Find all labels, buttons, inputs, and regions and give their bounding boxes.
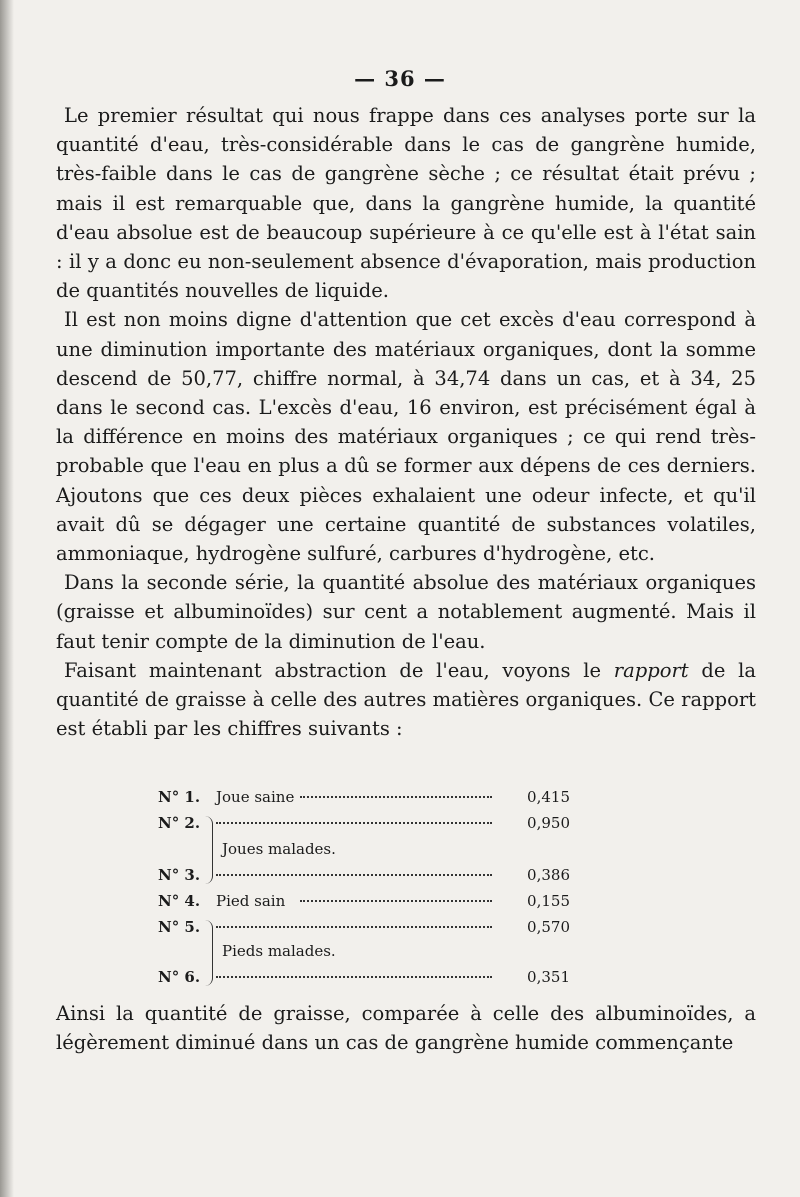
table-row xyxy=(150,866,570,888)
group-label-pieds: Pieds malades. xyxy=(222,942,336,960)
paragraph-3: Dans la seconde série, la quantité absolue des matériaux organiques (graisse et albuminoïdes) sur cent a notablement augmenté. Mais il faut tenir compte de la diminution de l'eau. xyxy=(56,571,756,653)
leader-dots xyxy=(300,900,492,902)
page-number: — 36 — xyxy=(354,66,446,91)
table-row xyxy=(150,788,570,810)
closing-paragraph: Ainsi la quantité de graisse, comparée à celle des albuminoïdes, a légèrement diminué dans un cas de gangrène humide commençante xyxy=(56,1002,756,1055)
row-value: 0,570 xyxy=(527,918,570,936)
paragraph-4-italic: rapport xyxy=(613,658,689,682)
row-value: 0,386 xyxy=(527,866,570,884)
body-text xyxy=(56,101,756,743)
leader-dots xyxy=(216,976,492,978)
group-label-joues: Joues malades. xyxy=(222,840,336,858)
row-value: 0,155 xyxy=(527,892,570,910)
row-number: N° 1. xyxy=(158,788,201,806)
row-number: N° 4. xyxy=(158,892,201,910)
row-number: N° 5. xyxy=(158,918,201,936)
row-value: 0,950 xyxy=(527,814,570,832)
paragraph-4 xyxy=(56,656,756,744)
table-row xyxy=(150,892,570,914)
leader-dots xyxy=(300,796,492,798)
leader-dots xyxy=(216,874,492,876)
row-number: N° 6. xyxy=(158,968,201,986)
row-label: Joue saine xyxy=(216,788,295,806)
table-row xyxy=(150,814,570,836)
row-number: N° 2. xyxy=(158,814,201,832)
row-value: 0,351 xyxy=(527,968,570,986)
table-row xyxy=(150,918,570,940)
table-row xyxy=(150,968,570,990)
row-label: Pied sain xyxy=(216,892,286,910)
paragraph-4-after: de la quantité de graisse à celle des autres matières organiques. Ce rapport est établi par les chiffres suivants : xyxy=(56,658,756,741)
row-number: N° 3. xyxy=(158,866,201,884)
leader-dots xyxy=(216,822,492,824)
leader-dots xyxy=(216,926,492,928)
paragraph-2: Il est non moins digne d'attention que cet excès d'eau correspond à une diminution importante des matériaux organiques, dont la somme descend de 50,77, chiffre normal, à 34,74 dans un cas, et à 34, 25 dans le second cas. L'excès d'eau, 16 environ, est précisément égal à la différence en moins des matériaux organiques ; ce qui rend très-probable que l'eau en plus a dû se former aux dépens de ces derniers. Ajoutons que ces deux pièces exhalaient une odeur infecte, et qu'il avait dû se dégager une certaine quantité de substances volatiles, ammoniaque, hydrogène sulfuré, carbures d'hydrogène, etc. xyxy=(56,308,756,566)
row-value: 0,415 xyxy=(527,788,570,806)
paragraph-4-before: Faisant maintenant abstraction de l'eau, voyons le xyxy=(64,658,614,682)
paragraph-1: Le premier résultat qui nous frappe dans ces analyses porte sur la quantité d'eau, très-considérable dans le cas de gangrène humide, très-faible dans le cas de gangrène sèche ; ce résultat était prévu ; mais il est remarquable que, dans la gangrène humide, la quantité d'eau absolue est de beaucoup supérieure à ce qu'elle est à l'état sain : il y a donc eu non-seulement absence d'évaporation, mais production de quantités nouvelles de liquide. xyxy=(56,104,756,303)
page-edge-shadow xyxy=(0,0,14,1197)
